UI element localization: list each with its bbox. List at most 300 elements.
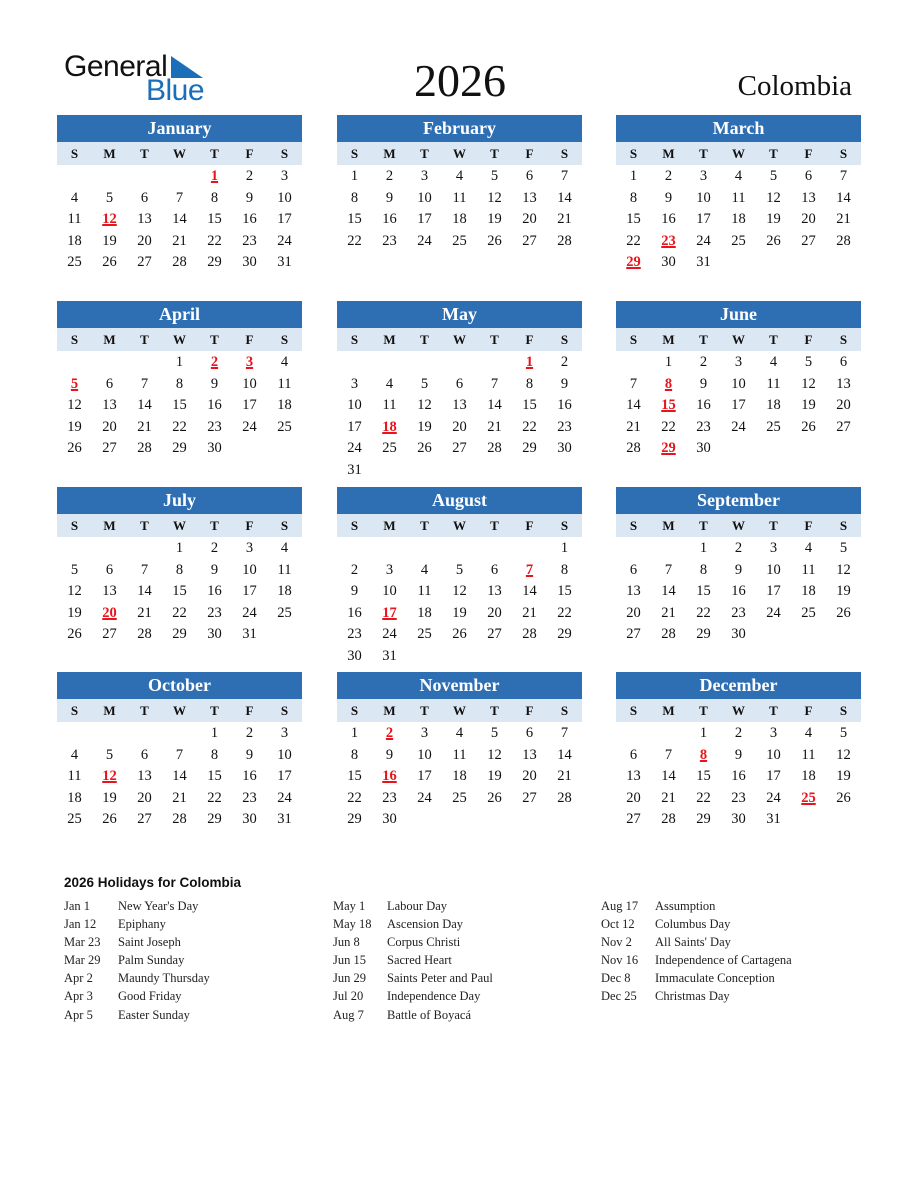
- date-cell: 24: [696, 232, 711, 249]
- date-cell: 18: [277, 583, 292, 600]
- date-cell: 6: [490, 561, 499, 578]
- weekday-label: W: [453, 518, 466, 533]
- date-cell: 17: [417, 211, 432, 228]
- date-cell: 25: [766, 418, 781, 435]
- date-cell: 13: [487, 583, 502, 600]
- empty-cell: [616, 538, 651, 560]
- date-cell: 26: [487, 232, 502, 249]
- date-cell: 10: [277, 746, 292, 763]
- date-cell: 2: [210, 540, 219, 556]
- date-cell: 31: [242, 626, 257, 643]
- holiday-name: All Saints' Day: [655, 935, 731, 950]
- date-cell: 15: [172, 397, 187, 414]
- date-cell: 13: [452, 397, 467, 414]
- date-cell: 24: [417, 789, 432, 806]
- date-cell: 13: [102, 583, 117, 600]
- holiday-name: Ascension Day: [387, 917, 464, 932]
- weekday-header-row: [57, 328, 302, 351]
- date-cell: 13: [137, 768, 152, 785]
- date-cell: 27: [487, 626, 502, 643]
- holidays-column: [333, 897, 493, 1024]
- date-cell: 18: [417, 604, 432, 621]
- holiday-name: Labour Day: [387, 899, 448, 913]
- weekday-label: S: [629, 518, 638, 533]
- weekday-label: S: [629, 703, 638, 718]
- empty-cell: [407, 538, 442, 560]
- date-cell: 10: [417, 746, 432, 763]
- empty-cell: [616, 352, 651, 374]
- date-cell: 2: [245, 168, 254, 184]
- date-cell: 17: [242, 583, 257, 600]
- holiday-name: Independence Day: [387, 989, 481, 1004]
- month-may: [337, 301, 582, 482]
- date-cell: 28: [522, 626, 537, 643]
- date-cell: 11: [452, 189, 467, 206]
- weekday-header-row: [337, 514, 582, 537]
- date-cell: 22: [172, 418, 187, 435]
- date-cell: 22: [696, 789, 711, 806]
- holiday-row: [601, 969, 792, 987]
- date-cell: 24: [347, 440, 362, 457]
- weekday-label: T: [699, 703, 708, 718]
- date-cell: 21: [836, 211, 851, 228]
- holiday-date-cell: 25: [801, 789, 816, 806]
- weekday-label: F: [245, 518, 254, 533]
- date-cell: 6: [525, 168, 534, 184]
- date-cell: 19: [766, 211, 781, 228]
- holiday-date-cell: 29: [661, 440, 676, 457]
- date-cell: 23: [347, 626, 362, 643]
- weekday-label: T: [420, 518, 429, 533]
- date-cell: 21: [137, 418, 152, 435]
- date-cell: 14: [172, 211, 187, 228]
- date-cell: 26: [836, 789, 851, 806]
- date-cell: 18: [801, 583, 816, 600]
- holiday-date: Aug 17: [601, 899, 639, 913]
- weekday-label: W: [453, 146, 466, 161]
- date-cell: 2: [664, 168, 673, 184]
- month-february: [337, 115, 582, 252]
- weekday-header-row: [57, 514, 302, 537]
- date-cell: 21: [626, 418, 641, 435]
- date-cell: 3: [420, 725, 429, 741]
- date-cell: 4: [70, 189, 79, 206]
- date-cell: 28: [557, 789, 572, 806]
- empty-cell: [57, 352, 92, 374]
- empty-cell: [92, 538, 127, 560]
- weekday-label: T: [490, 518, 499, 533]
- month-header: November: [337, 672, 582, 699]
- date-cell: 3: [280, 168, 289, 184]
- holiday-date-cell: 23: [661, 232, 676, 249]
- date-cell: 5: [804, 354, 813, 370]
- weekday-label: S: [70, 146, 79, 161]
- holiday-row: [64, 1006, 210, 1024]
- date-cell: 4: [734, 168, 743, 184]
- holiday-date: Mar 23: [64, 935, 101, 950]
- date-cell: 21: [172, 789, 187, 806]
- day-grid: [57, 165, 302, 274]
- weekday-label: W: [732, 332, 745, 347]
- date-cell: 4: [385, 375, 394, 392]
- day-grid: [337, 351, 582, 482]
- date-cell: 14: [557, 189, 572, 206]
- date-cell: 17: [417, 768, 432, 785]
- empty-cell: [162, 166, 197, 188]
- weekday-label: M: [662, 146, 675, 161]
- date-cell: 17: [347, 418, 362, 435]
- weekday-label: T: [490, 703, 499, 718]
- weekday-header-row: [57, 142, 302, 165]
- date-cell: 23: [242, 232, 257, 249]
- date-cell: 23: [696, 418, 711, 435]
- weekday-label: S: [350, 332, 359, 347]
- month-june: [616, 301, 861, 460]
- empty-cell: [92, 352, 127, 374]
- day-grid: [616, 537, 861, 646]
- date-cell: 18: [766, 397, 781, 414]
- date-cell: 14: [137, 397, 152, 414]
- date-cell: 24: [277, 232, 292, 249]
- date-cell: 1: [699, 725, 708, 741]
- date-cell: 15: [347, 768, 362, 785]
- date-cell: 11: [801, 561, 816, 578]
- date-cell: 11: [277, 375, 292, 392]
- date-cell: 28: [172, 254, 187, 271]
- date-cell: 9: [734, 561, 743, 578]
- holiday-name: Maundy Thursday: [118, 971, 210, 986]
- date-cell: 11: [277, 561, 292, 578]
- date-cell: 8: [210, 746, 219, 763]
- date-cell: 25: [277, 604, 292, 621]
- holiday-date: Jan 12: [64, 917, 97, 932]
- weekday-label: M: [103, 518, 116, 533]
- date-cell: 17: [766, 768, 781, 785]
- holiday-row: [601, 987, 792, 1005]
- date-cell: 15: [347, 211, 362, 228]
- holiday-date-cell: 17: [382, 604, 397, 621]
- date-cell: 24: [766, 789, 781, 806]
- weekday-label: S: [350, 146, 359, 161]
- date-cell: 4: [280, 540, 289, 556]
- date-cell: 25: [67, 254, 82, 271]
- month-header: January: [57, 115, 302, 142]
- date-cell: 5: [420, 375, 429, 392]
- weekday-label: T: [769, 146, 778, 161]
- holiday-row: [333, 915, 493, 933]
- holiday-row: [333, 933, 493, 951]
- holiday-name: Columbus Day: [655, 917, 731, 932]
- date-cell: 30: [382, 811, 397, 828]
- holiday-row: [64, 915, 210, 933]
- empty-cell: [57, 723, 92, 745]
- holiday-name: Assumption: [655, 899, 716, 913]
- weekday-label: M: [383, 518, 396, 533]
- date-cell: 12: [487, 746, 502, 763]
- holiday-name: Battle of Boyacá: [387, 1007, 471, 1022]
- date-cell: 9: [560, 375, 569, 392]
- date-cell: 15: [626, 211, 641, 228]
- empty-cell: [442, 352, 477, 374]
- date-cell: 24: [242, 418, 257, 435]
- date-cell: 13: [137, 211, 152, 228]
- date-cell: 30: [731, 811, 746, 828]
- date-cell: 30: [557, 440, 572, 457]
- holiday-date-cell: 1: [525, 354, 534, 370]
- weekday-label: F: [525, 703, 534, 718]
- date-cell: 18: [67, 232, 82, 249]
- date-cell: 23: [557, 418, 572, 435]
- weekday-label: W: [453, 703, 466, 718]
- date-cell: 18: [67, 789, 82, 806]
- date-cell: 7: [175, 746, 184, 763]
- weekday-label: S: [560, 518, 569, 533]
- date-cell: 27: [626, 626, 641, 643]
- empty-cell: [127, 538, 162, 560]
- weekday-label: S: [839, 703, 848, 718]
- date-cell: 9: [734, 746, 743, 763]
- holiday-row: [601, 897, 792, 915]
- holiday-date: Apr 3: [64, 989, 93, 1004]
- date-cell: 17: [766, 583, 781, 600]
- date-cell: 20: [102, 418, 117, 435]
- date-cell: 2: [734, 725, 743, 741]
- holiday-date: May 1: [333, 899, 366, 913]
- weekday-label: T: [490, 146, 499, 161]
- empty-cell: [477, 538, 512, 560]
- date-cell: 7: [140, 561, 149, 578]
- date-cell: 14: [522, 583, 537, 600]
- date-cell: 7: [664, 746, 673, 763]
- date-cell: 20: [452, 418, 467, 435]
- date-cell: 2: [699, 354, 708, 370]
- empty-cell: [337, 352, 372, 374]
- holiday-date-cell: 16: [382, 768, 397, 785]
- date-cell: 30: [661, 254, 676, 271]
- month-header: July: [57, 487, 302, 514]
- empty-cell: [477, 352, 512, 374]
- date-cell: 14: [836, 189, 851, 206]
- date-cell: 31: [277, 254, 292, 271]
- date-cell: 18: [731, 211, 746, 228]
- date-cell: 10: [347, 397, 362, 414]
- weekday-label: M: [662, 332, 675, 347]
- date-cell: 30: [207, 626, 222, 643]
- empty-cell: [512, 538, 547, 560]
- day-grid: [57, 351, 302, 460]
- holiday-date: Apr 5: [64, 1007, 93, 1022]
- holiday-row: [64, 951, 210, 969]
- holiday-name: Saints Peter and Paul: [387, 971, 493, 986]
- date-cell: 19: [487, 768, 502, 785]
- date-cell: 12: [836, 561, 851, 578]
- date-cell: 14: [661, 768, 676, 785]
- weekday-label: W: [453, 332, 466, 347]
- month-header: September: [616, 487, 861, 514]
- date-cell: 25: [731, 232, 746, 249]
- date-cell: 3: [699, 168, 708, 184]
- date-cell: 16: [242, 211, 257, 228]
- weekday-label: T: [140, 332, 149, 347]
- month-november: [337, 672, 582, 831]
- date-cell: 8: [699, 561, 708, 578]
- holiday-row: [64, 969, 210, 987]
- holiday-row: [333, 951, 493, 969]
- holiday-date: Aug 7: [333, 1007, 364, 1022]
- date-cell: 11: [801, 746, 816, 763]
- holiday-name: Palm Sunday: [118, 953, 185, 968]
- holidays-column: [64, 897, 210, 1024]
- date-cell: 6: [629, 746, 638, 763]
- date-cell: 30: [347, 647, 362, 664]
- date-cell: 9: [245, 746, 254, 763]
- date-cell: 24: [277, 789, 292, 806]
- empty-cell: [57, 166, 92, 188]
- date-cell: 6: [804, 168, 813, 184]
- weekday-label: T: [210, 332, 219, 347]
- holiday-date-cell: 7: [525, 561, 534, 578]
- weekday-label: M: [103, 332, 116, 347]
- date-cell: 13: [801, 189, 816, 206]
- date-cell: 2: [350, 561, 359, 578]
- date-cell: 8: [175, 561, 184, 578]
- date-cell: 23: [382, 789, 397, 806]
- holiday-date: Jul 20: [333, 989, 364, 1004]
- date-cell: 26: [67, 626, 82, 643]
- date-cell: 9: [664, 189, 673, 206]
- date-cell: 9: [350, 583, 359, 600]
- date-cell: 10: [766, 746, 781, 763]
- date-cell: 29: [557, 626, 572, 643]
- weekday-label: T: [490, 332, 499, 347]
- weekday-header-row: [337, 328, 582, 351]
- date-cell: 12: [836, 746, 851, 763]
- date-cell: 7: [629, 375, 638, 392]
- date-cell: 6: [140, 189, 149, 206]
- weekday-label: S: [629, 146, 638, 161]
- date-cell: 3: [420, 168, 429, 184]
- weekday-label: F: [525, 332, 534, 347]
- date-cell: 22: [207, 232, 222, 249]
- holiday-date: May 18: [333, 917, 372, 932]
- weekday-label: T: [699, 518, 708, 533]
- date-cell: 17: [731, 397, 746, 414]
- date-cell: 22: [557, 604, 572, 621]
- date-cell: 11: [417, 583, 432, 600]
- weekday-label: M: [103, 146, 116, 161]
- date-cell: 30: [242, 254, 257, 271]
- day-grid: [57, 537, 302, 646]
- holiday-name: Epiphany: [118, 917, 166, 932]
- date-cell: 5: [455, 561, 464, 578]
- empty-cell: [162, 723, 197, 745]
- date-cell: 30: [731, 626, 746, 643]
- date-cell: 13: [102, 397, 117, 414]
- date-cell: 10: [382, 583, 397, 600]
- weekday-label: S: [350, 518, 359, 533]
- date-cell: 22: [522, 418, 537, 435]
- date-cell: 27: [102, 440, 117, 457]
- date-cell: 28: [557, 232, 572, 249]
- empty-cell: [127, 166, 162, 188]
- empty-cell: [372, 538, 407, 560]
- month-july: [57, 487, 302, 646]
- weekday-label: S: [560, 703, 569, 718]
- empty-cell: [127, 723, 162, 745]
- date-cell: 13: [626, 583, 641, 600]
- date-cell: 6: [455, 375, 464, 392]
- date-cell: 16: [731, 768, 746, 785]
- date-cell: 24: [731, 418, 746, 435]
- month-header: October: [57, 672, 302, 699]
- date-cell: 11: [766, 375, 781, 392]
- date-cell: 28: [661, 626, 676, 643]
- date-cell: 22: [347, 789, 362, 806]
- date-cell: 26: [452, 626, 467, 643]
- date-cell: 28: [137, 440, 152, 457]
- date-cell: 5: [490, 168, 499, 184]
- date-cell: 29: [347, 811, 362, 828]
- date-cell: 10: [731, 375, 746, 392]
- date-cell: 5: [105, 189, 114, 206]
- weekday-label: T: [140, 146, 149, 161]
- weekday-label: W: [173, 703, 186, 718]
- month-december: [616, 672, 861, 831]
- date-cell: 21: [557, 211, 572, 228]
- holiday-name: Sacred Heart: [387, 953, 452, 968]
- date-cell: 23: [382, 232, 397, 249]
- holiday-date-cell: 5: [70, 375, 79, 392]
- date-cell: 11: [452, 746, 467, 763]
- weekday-label: F: [525, 518, 534, 533]
- day-grid: [337, 722, 582, 831]
- date-cell: 15: [172, 583, 187, 600]
- date-cell: 6: [525, 725, 534, 741]
- date-cell: 14: [661, 583, 676, 600]
- weekday-label: S: [839, 518, 848, 533]
- holiday-name: Immaculate Conception: [655, 971, 775, 986]
- date-cell: 9: [210, 375, 219, 392]
- date-cell: 23: [731, 604, 746, 621]
- date-cell: 1: [560, 540, 569, 556]
- date-cell: 27: [836, 418, 851, 435]
- date-cell: 10: [277, 189, 292, 206]
- date-cell: 12: [417, 397, 432, 414]
- month-march: [616, 115, 861, 274]
- date-cell: 26: [67, 440, 82, 457]
- date-cell: 14: [626, 397, 641, 414]
- date-cell: 27: [137, 811, 152, 828]
- holiday-date: Dec 25: [601, 989, 637, 1004]
- date-cell: 13: [626, 768, 641, 785]
- date-cell: 14: [487, 397, 502, 414]
- month-header: June: [616, 301, 861, 328]
- date-cell: 21: [661, 604, 676, 621]
- date-cell: 9: [385, 746, 394, 763]
- date-cell: 21: [661, 789, 676, 806]
- empty-cell: [651, 723, 686, 745]
- date-cell: 19: [417, 418, 432, 435]
- date-cell: 14: [557, 746, 572, 763]
- date-cell: 19: [102, 232, 117, 249]
- weekday-label: S: [280, 146, 289, 161]
- date-cell: 20: [137, 232, 152, 249]
- date-cell: 11: [382, 397, 397, 414]
- date-cell: 23: [731, 789, 746, 806]
- month-january: [57, 115, 302, 274]
- date-cell: 14: [172, 768, 187, 785]
- holiday-row: [601, 915, 792, 933]
